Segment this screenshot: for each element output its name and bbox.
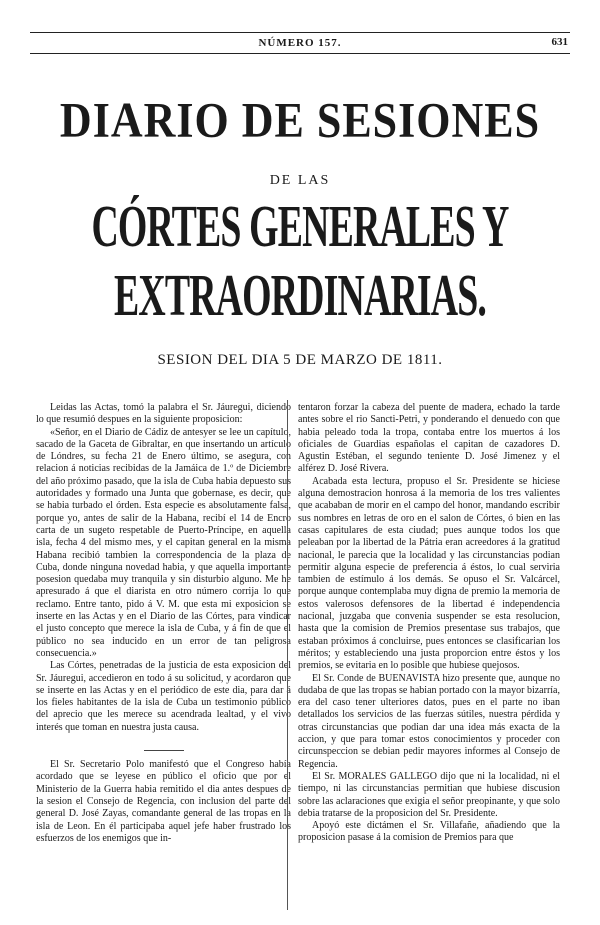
section-divider xyxy=(144,750,184,751)
masthead-title: DIARIO DE SESIONES xyxy=(59,93,541,148)
column-divider xyxy=(287,400,288,910)
paragraph: «Señor, en el Diario de Cádiz de antesyer se lee un capítulo, sacado de la Gaceta de Gibraltar, en que insertando un artículo de Lóndres, su fecha 21 de Enero último, se asegura, con relacion á noticias recibidas de la Jamáica de 1.º de Diciembre del año próximo pasado, que la isla de Cuba habia depuesto sus autoridades y formado una Junta que gobernase, es decir, que se habia turbado el órden. Esta especie es absolutamente falsa, porque yo, antes de salir de la Habana, recibí el 14 de Encro carta de un sugeto respetable de Puerto-Príncipe, en aquella isla, fecha 4 del mismo mes, y el capitan general en la misma Habana recibió tambien la correspondencia de la plaza de Cuba, donde ninguna novedad habia, y que aquella importante posesion quedaba muy tranquila y sin disturbio alguno. Me he apresurado á que el diarista en otro número corrija lo que reclamo. Entre tanto, pido á V. M. que esta mi exposicion se inserte en las Actas y en el Diario de las Córtes, para vindicar el justo concepto que merece la isla de Cuba, y á fin de que el público no sea inducido en un error de tan peligrosa consecuencia.» xyxy=(36,426,291,659)
masthead-institution: CÓRTES GENERALES Y EXTRAORDINARIAS. xyxy=(91,193,509,329)
header-rule xyxy=(30,32,570,33)
paragraph: Acabada esta lectura, propuso el Sr. Presidente se hiciese alguna demostracion honrosa á la memoria de los tres valientes que acababan de morir en el campo del honor, mandando escribir sus nombres en letras de oro en el salon de Córtes, ó bien en las casas capitulares de esta ciudad; pues aunque todos los que peleaban por la libertad de la Pátria eran acreedores á la gratitud nacional, le parecia que la localidad y las circunstancias podian permitir alguna especie de preferencia á éstos, lo cual serviria tambien de estímulo á los demás. Se opuso el Sr. Valcárcel, porque aunque contemplaba muy digna de premio la memoria de estos valerosos defensores de la libertad é independencia nacional, juzgaba que convenia suspender se esta resolucion, hasta que la comision de Premios presentase sus trabajos, que estaban próximos á concluirse, pues entonces se clasificarian los méritos; y estableciendo una justa proporcion entre éstos y los premios, se evitaria en lo posible que hubiese quejosos. xyxy=(298,475,560,672)
masthead-subtitle: DE LAS xyxy=(269,173,331,188)
session-title: SESION DEL DIA 5 DE MARZO DE 1811. xyxy=(157,352,443,368)
paragraph: Leidas las Actas, tomó la palabra el Sr. Jáuregui, diciendo lo que resumió despues en la siguiente proposicion: xyxy=(36,402,291,426)
paragraph: El Sr. MORALES GALLEGO dijo que ni la localidad, ni el tiempo, ni las circunstancias permitian que hubiese discusion sobre las aclaraciones que exigia el señor preopinante, y que solo debia tratarse de la proposicion del Sr. Presidente. xyxy=(298,770,560,819)
header-rule-lower xyxy=(30,53,570,54)
right-column xyxy=(298,402,560,845)
paragraph: El Sr. Conde de BUENAVISTA hizo presente que, aunque no dudaba de que las tropas se habian portado con la mayor bizarría, era del caso tener ulteriores datos, pues en el parte no iban detallados los servicios de las fuerzas sútiles, nuestra pérdida y otras circunstancias que podian dar una idea más exacta de la accion, y que para tomar estos conocimientos y proceder con circunspeccion se debian pedir mayores informes al Consejo de Regencia. xyxy=(298,672,560,770)
left-column xyxy=(36,402,291,845)
paragraph: El Sr. Secretario Polo manifestó que el Congreso había acordado que se leyese en público el oficio que por el Ministerio de la Guerra habia remitido el dia antes despues de la sesion el Consejo de Regencia, con inclusion del parte del general D. José Zayas, comandante general de las tropas en la isla de Leon. En él participaba aquel jefe haber frustrado los esfuerzos de los enemigos que in- xyxy=(36,759,291,844)
paragraph: Las Córtes, penetradas de la justicia de esta exposicion del Sr. Jáuregui, accedieron en todo á su solicitud, y acordaron que se inserte en las Actas y en el periódico de este dia, para dar á los fieles habitantes de la isla de Cuba un testimonio público del aprecio que les merece su acendrada lealtad, y el vivo interés que toman en nuestra justa causa. xyxy=(36,660,291,733)
page-number: 631 xyxy=(551,36,568,48)
issue-number: NÚMERO 157. xyxy=(258,37,342,49)
paragraph: Apoyó este dictámen el Sr. Villafañe, añadiendo que la proposicion pasase á la comision de Premios para que xyxy=(298,820,560,844)
paragraph: tentaron forzar la cabeza del puente de madera, echado la tarde antes sobre el rio Sancti-Petri, y ponderando el denuedo con que habia peleado toda la tropa, contaba entre los muertos á los oficiales de Guardias españolas el capitan de cazadores D. Agustin Estéban, el segundo teniente D. José Jimenez y el alférez D. José Rivera. xyxy=(298,402,560,475)
